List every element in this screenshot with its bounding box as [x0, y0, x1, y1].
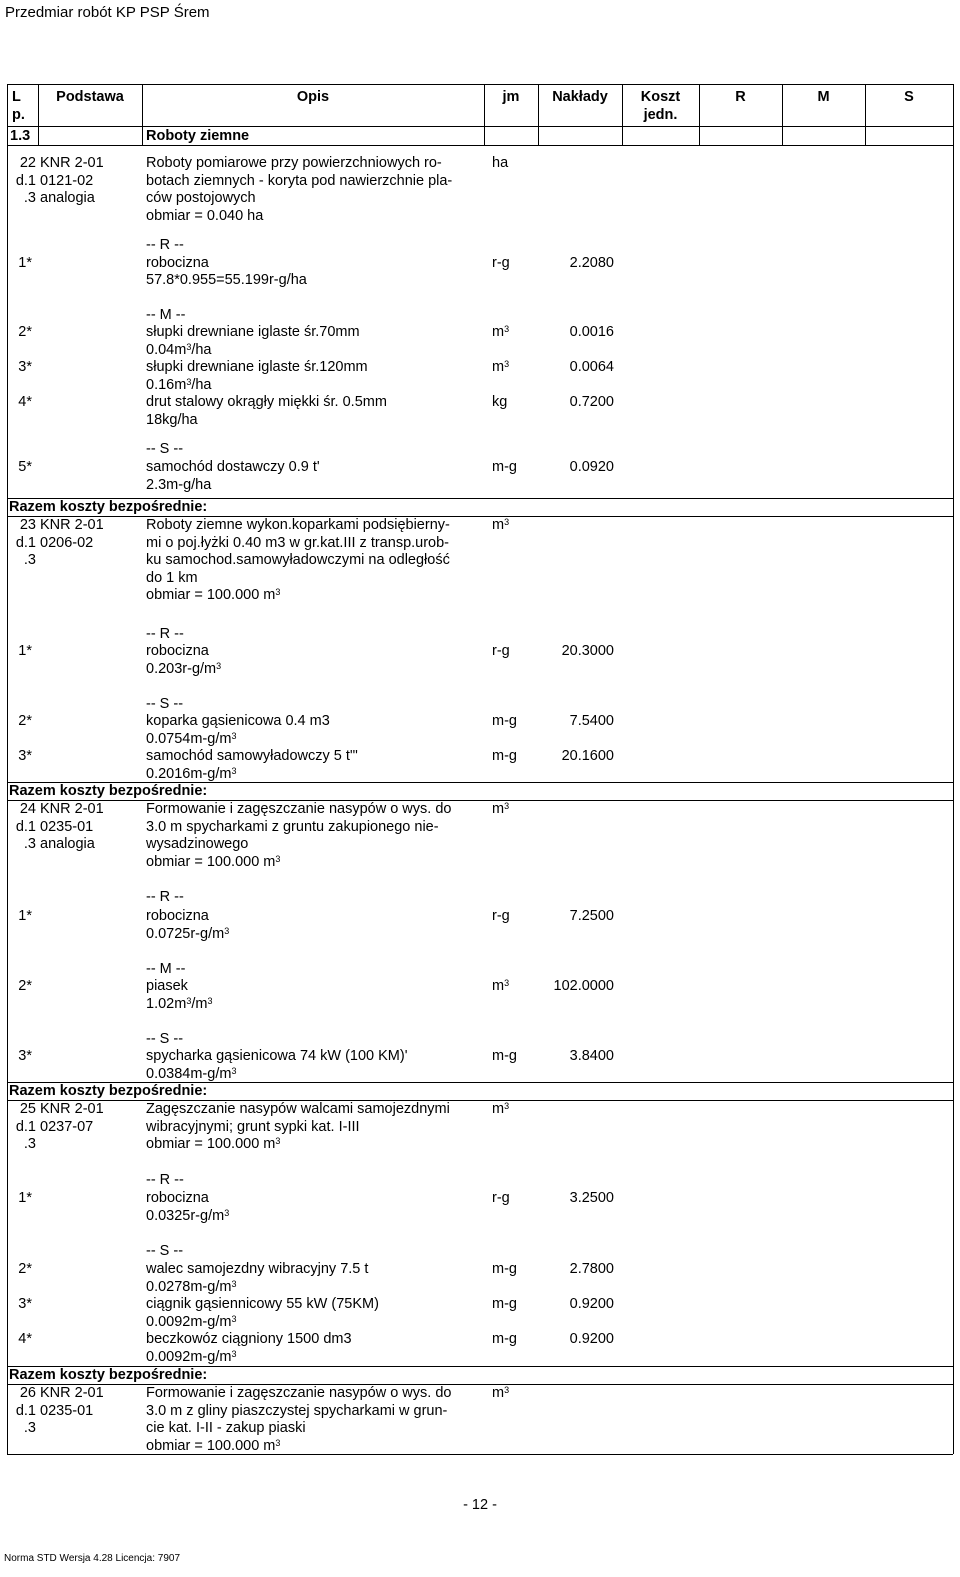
resource-number: 2* — [18, 1261, 32, 1277]
resource-jm: m-g — [492, 1261, 517, 1277]
position-podstawa: KNR 2-01 0121-02 analogia — [40, 155, 104, 206]
resource-norm: $0.0092m-g/m^3$ — [146, 1349, 237, 1365]
resource-jm: m-g — [492, 1296, 517, 1312]
resource-number: 2* — [18, 713, 32, 729]
position-jm: $m^3$ — [492, 801, 510, 817]
resource-group-label: -- S -- — [146, 1243, 184, 1259]
resource-name: robocizna — [146, 255, 209, 271]
resource-jm: r-g — [492, 908, 510, 924]
resource-name: beczkowóz ciągniony 1500 dm3 — [146, 1331, 352, 1347]
resource-group-label: -- R -- — [146, 626, 184, 642]
resource-number: 2* — [18, 978, 32, 994]
section-title: Roboty ziemne — [146, 128, 250, 144]
document-title: Przedmiar robót KP PSP Śrem — [5, 4, 210, 21]
resource-group-label: -- S -- — [146, 441, 184, 457]
position-lp: 23 d.1 .3 — [15, 517, 36, 568]
resource-quantity: 20.3000 — [561, 643, 614, 659]
footer-license: Norma STD Wersja 4.28 Licencja: 7907 — [4, 1553, 181, 1564]
header-koszt: Koszt jedn. — [640, 89, 681, 123]
resource-jm: $m^3$ — [492, 359, 510, 375]
resource-number: 5* — [18, 459, 32, 475]
resource-jm: m-g — [492, 713, 517, 729]
resource-quantity: 0.0920 — [569, 459, 614, 475]
resource-number: 4* — [18, 1331, 32, 1347]
header-column-divider — [484, 84, 485, 145]
table-right-border — [953, 84, 954, 1454]
header-m: M — [817, 89, 830, 105]
resource-jm: kg — [492, 394, 508, 410]
resource-name: słupki drewniane iglaste śr.70mm — [146, 324, 360, 340]
position-lp: 26 d.1 .3 — [15, 1385, 36, 1436]
position-jm: $m^3$ — [492, 1101, 510, 1117]
resource-number: 3* — [18, 359, 32, 375]
resource-number: 2* — [18, 324, 32, 340]
resource-number: 1* — [18, 908, 32, 924]
section-bottom-border — [7, 145, 953, 146]
resource-jm: $m^3$ — [492, 978, 510, 994]
position-lp: 24 d.1 .3 — [15, 801, 36, 852]
resource-quantity: 7.5400 — [569, 713, 614, 729]
header-r: R — [735, 89, 746, 105]
page-number: - 12 - — [463, 1497, 497, 1513]
resource-number: 3* — [18, 748, 32, 764]
resource-number: 1* — [18, 1190, 32, 1206]
position-podstawa: KNR 2-01 0235-01 analogia — [40, 801, 104, 852]
header-column-divider — [538, 84, 539, 145]
section-number: 1.3 — [10, 128, 31, 144]
resource-jm: m-g — [492, 1048, 517, 1064]
razem-label: Razem koszty bezpośrednie: — [9, 783, 208, 799]
resource-norm: $0.0384m-g/m^3$ — [146, 1066, 237, 1082]
position-lp: 22 d.1 .3 — [15, 155, 36, 206]
header-column-divider — [622, 84, 623, 145]
resource-jm: r-g — [492, 1190, 510, 1206]
resource-quantity: 3.8400 — [569, 1048, 614, 1064]
header-bottom-border — [7, 126, 953, 127]
position-opis: Zagęszczanie nasypów walcami samojezdnymi wibracyjnymi; grunt sypki kat. I-III obmiar = 100.000 $m^3$ — [146, 1101, 450, 1152]
resource-jm: m-g — [492, 748, 517, 764]
resource-group-label: -- R -- — [146, 237, 184, 253]
header-s: S — [904, 89, 914, 105]
resource-norm: $0.04m^3/ha$ — [146, 342, 212, 358]
resource-name: słupki drewniane iglaste śr.120mm — [146, 359, 368, 375]
table-top-border — [7, 84, 953, 85]
resource-norm: 18kg/ha — [146, 412, 198, 428]
resource-norm: $0.0092m-g/m^3$ — [146, 1314, 237, 1330]
position-opis: Formowanie i zagęszczanie nasypów o wys. do 3.0 m spycharkami z gruntu zakupionego nie- wysadzinowego obmiar = 100.000 $m^3$ — [146, 801, 452, 870]
resource-group-label: -- S -- — [146, 696, 184, 712]
resource-name: robocizna — [146, 908, 209, 924]
position-jm: $m^3$ — [492, 517, 510, 533]
resource-quantity: 0.7200 — [569, 394, 614, 410]
resource-number: 3* — [18, 1296, 32, 1312]
header-podstawa: Podstawa — [56, 89, 124, 105]
resource-name: samochód samowyładowczy 5 t'" — [146, 748, 358, 764]
resource-norm: $0.203r-g/m^3$ — [146, 661, 222, 677]
resource-quantity: 0.0064 — [569, 359, 614, 375]
resource-quantity: 0.0016 — [569, 324, 614, 340]
resource-number: 4* — [18, 394, 32, 410]
position-opis: Roboty ziemne wykon.koparkami podsiębierny- mi o poj.łyżki 0.40 m3 w gr.kat.III z transp.urob- ku samochod.samowyładowczymi na odległość do 1 km obmiar = 100.000 $m^3$ — [146, 517, 450, 603]
position-podstawa: KNR 2-01 0235-01 — [40, 1385, 104, 1419]
header-opis: Opis — [296, 89, 330, 105]
resource-jm: $m^3$ — [492, 324, 510, 340]
resource-norm: 57.8*0.955=55.199r-g/ha — [146, 272, 307, 288]
resource-group-label: -- M -- — [146, 961, 186, 977]
resource-jm: r-g — [492, 643, 510, 659]
resource-name: piasek — [146, 978, 188, 994]
resource-jm: m-g — [492, 1331, 517, 1347]
resource-name: drut stalowy okrągły miękki śr. 0.5mm — [146, 394, 387, 410]
resource-norm: 2.3m-g/ha — [146, 477, 212, 493]
razem-label: Razem koszty bezpośrednie: — [9, 499, 208, 515]
resource-quantity: 20.1600 — [561, 748, 614, 764]
position-podstawa: KNR 2-01 0206-02 — [40, 517, 104, 551]
resource-name: robocizna — [146, 643, 209, 659]
header-column-divider — [38, 84, 39, 145]
resource-quantity: 0.9200 — [569, 1296, 614, 1312]
resource-norm: $0.0754m-g/m^3$ — [146, 731, 237, 747]
resource-quantity: 2.7800 — [569, 1261, 614, 1277]
resource-jm: r-g — [492, 255, 510, 271]
resource-name: robocizna — [146, 1190, 209, 1206]
resource-quantity: 7.2500 — [569, 908, 614, 924]
resource-norm: $0.2016m-g/m^3$ — [146, 766, 237, 782]
resource-group-label: -- R -- — [146, 1172, 184, 1188]
header-jm: jm — [502, 89, 520, 105]
header-column-divider — [782, 84, 783, 145]
header-column-divider — [865, 84, 866, 145]
position-jm: ha — [492, 155, 509, 171]
resource-group-label: -- M -- — [146, 307, 186, 323]
position-jm: $m^3$ — [492, 1385, 510, 1401]
resource-name: spycharka gąsienicowa 74 kW (100 KM)' — [146, 1048, 408, 1064]
resource-name: ciągnik gąsiennicowy 55 kW (75KM) — [146, 1296, 379, 1312]
resource-name: koparka gąsienicowa 0.4 m3 — [146, 713, 330, 729]
resource-norm: $1.02m^3/m^3$ — [146, 996, 213, 1012]
resource-name: samochód dostawczy 0.9 t' — [146, 459, 320, 475]
position-opis: Roboty pomiarowe przy powierzchniowych ro- botach ziemnych - koryta pod nawierzchnie pla- ców postojowych obmiar = 0.040 ha — [146, 155, 453, 224]
resource-quantity: 0.9200 — [569, 1331, 614, 1347]
resource-number: 1* — [18, 643, 32, 659]
resource-group-label: -- S -- — [146, 1031, 184, 1047]
resource-number: 3* — [18, 1048, 32, 1064]
razem-label: Razem koszty bezpośrednie: — [9, 1367, 208, 1383]
razem-label: Razem koszty bezpośrednie: — [9, 1083, 208, 1099]
resource-norm: $0.16m^3/ha$ — [146, 377, 212, 393]
resource-quantity: 2.2080 — [569, 255, 614, 271]
resource-number: 1* — [18, 255, 32, 271]
header-column-divider — [142, 84, 143, 145]
resource-norm: $0.0725r-g/m^3$ — [146, 926, 230, 942]
table-left-border — [7, 84, 8, 1454]
position-podstawa: KNR 2-01 0237-07 — [40, 1101, 104, 1135]
resource-quantity: 3.2500 — [569, 1190, 614, 1206]
resource-quantity: 102.0000 — [553, 978, 614, 994]
position-lp: 25 d.1 .3 — [15, 1101, 36, 1152]
table-bottom-border — [7, 1454, 953, 1455]
header-naklady: Nakłady — [552, 89, 608, 105]
header-lp: L p. — [12, 89, 25, 123]
resource-norm: $0.0325r-g/m^3$ — [146, 1208, 230, 1224]
resource-jm: m-g — [492, 459, 517, 475]
resource-name: walec samojezdny wibracyjny 7.5 t — [146, 1261, 369, 1277]
header-column-divider — [699, 84, 700, 145]
resource-norm: $0.0278m-g/m^3$ — [146, 1279, 237, 1295]
resource-group-label: -- R -- — [146, 889, 184, 905]
position-opis: Formowanie i zagęszczanie nasypów o wys. do 3.0 m z gliny piaszczystej spycharkami w grun- cie kat. I-II - zakup piaski obmiar = 100.000 $m^3$ — [146, 1385, 452, 1454]
